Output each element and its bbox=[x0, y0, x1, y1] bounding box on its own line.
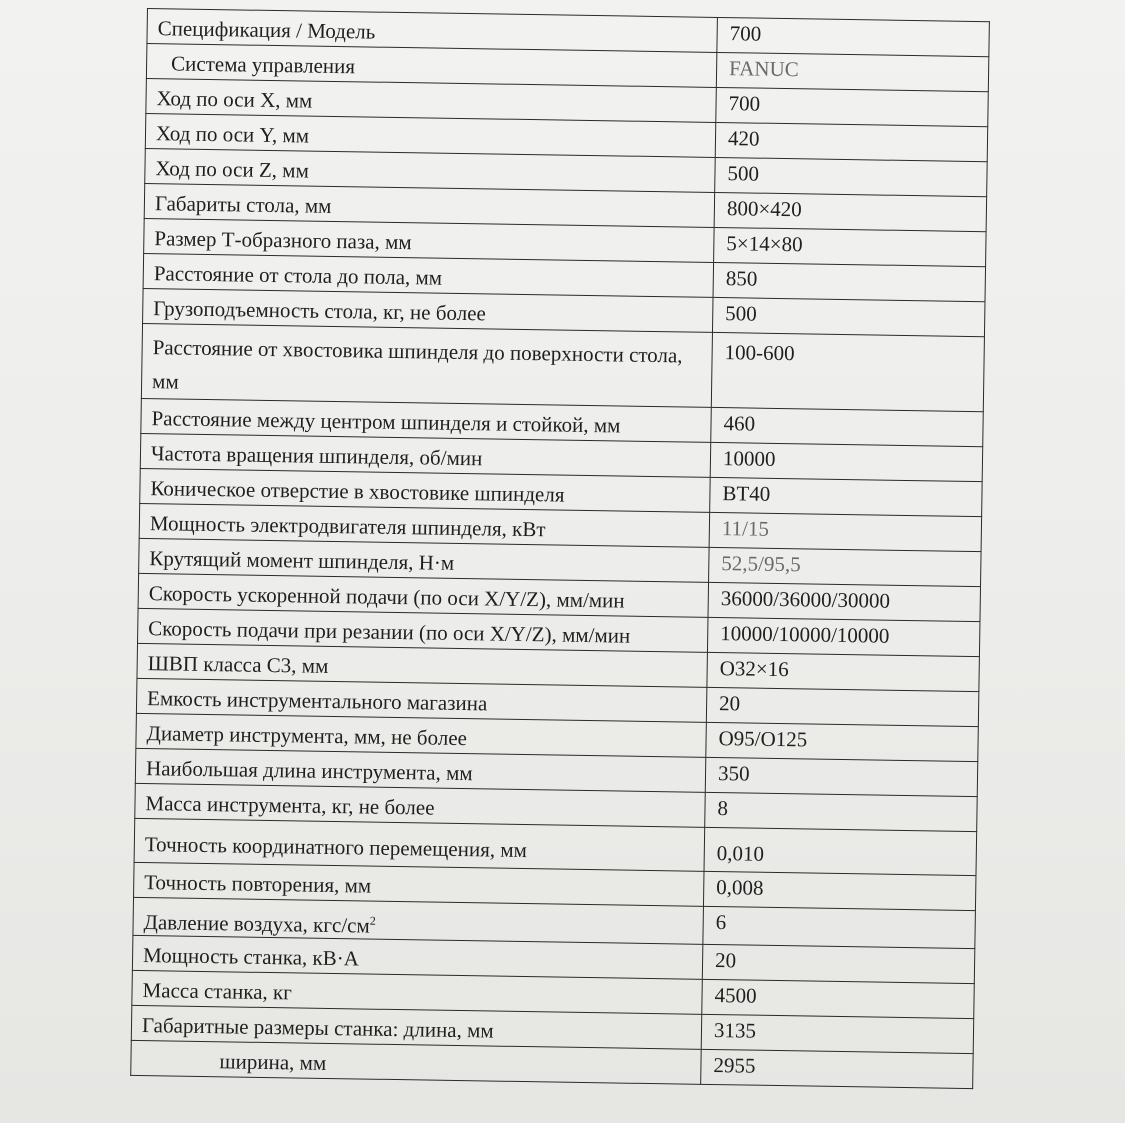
value-cell: 700 bbox=[717, 17, 990, 56]
value-cell: 10000 bbox=[710, 442, 983, 481]
value-cell: 20 bbox=[702, 944, 975, 983]
param-cell: Ход по оси X, мм bbox=[146, 78, 716, 122]
value-cell: FANUC bbox=[716, 52, 989, 91]
value-cell: 11/15 bbox=[709, 512, 982, 551]
value-cell: 5×14×80 bbox=[714, 227, 987, 266]
param-cell: Скорость подачи при резании (по оси X/Y/Z), мм/мин bbox=[138, 608, 708, 652]
param-cell: ШВП класса С3, мм bbox=[137, 643, 707, 687]
param-cell: Расстояние между центром шпинделя и стойкой, мм bbox=[141, 398, 711, 442]
param-cell: Емкость инструментального магазина bbox=[136, 678, 706, 722]
param-cell: Система управления bbox=[146, 44, 716, 88]
param-cell: Расстояние от стола до пола, мм bbox=[143, 253, 713, 297]
value-cell: 10000/10000/10000 bbox=[707, 617, 980, 656]
value-cell: 460 bbox=[711, 407, 984, 446]
param-cell: Габаритные размеры станка: длина, мм bbox=[131, 1005, 701, 1049]
value-cell: 500 bbox=[715, 157, 988, 196]
value-cell: 800×420 bbox=[714, 192, 987, 231]
param-text: Давление воздуха, кгс/см bbox=[143, 910, 370, 938]
value-cell: O32×16 bbox=[707, 652, 980, 691]
param-cell: Точность координатного перемещения, мм bbox=[134, 818, 705, 871]
param-cell: Коническое отверстие в хвостовике шпинделя bbox=[140, 468, 710, 512]
value-cell: 6 bbox=[703, 906, 976, 948]
table-row bbox=[141, 323, 984, 411]
value-cell: 36000/36000/30000 bbox=[708, 582, 981, 621]
param-cell: Масса инструмента, кг, не более bbox=[135, 783, 705, 827]
value-cell: 4500 bbox=[702, 979, 975, 1018]
param-cell: Габариты стола, мм bbox=[144, 183, 714, 227]
value-cell: 0,010 bbox=[704, 827, 977, 875]
param-cell: ширина, мм bbox=[131, 1040, 701, 1084]
spec-sheet bbox=[130, 8, 989, 1089]
value-cell: 350 bbox=[705, 757, 978, 796]
value-cell: 700 bbox=[716, 87, 989, 126]
param-cell: Мощность электродвигателя шпинделя, кВт bbox=[139, 503, 709, 547]
param-cell: Диаметр инструмента, мм, не более bbox=[136, 713, 706, 757]
param-cell: Скорость ускоренной подачи (по оси X/Y/Z), мм/мин bbox=[138, 573, 708, 617]
value-cell: O95/O125 bbox=[706, 722, 979, 761]
value-cell: 0,008 bbox=[703, 871, 976, 910]
param-cell: Ход по оси Z, мм bbox=[145, 148, 715, 192]
value-cell: 3135 bbox=[701, 1014, 974, 1053]
param-cell: Крутящий момент шпинделя, Н·м bbox=[139, 538, 709, 582]
superscript: 2 bbox=[369, 913, 376, 928]
value-cell: BT40 bbox=[710, 477, 983, 516]
param-cell: Наибольшая длина инструмента, мм bbox=[135, 748, 705, 792]
param-cell: Мощность станка, кВ·А bbox=[132, 935, 702, 979]
param-cell: Точность повторения, мм bbox=[134, 862, 704, 906]
param-cell: Размер Т-образного паза, мм bbox=[144, 218, 714, 262]
param-cell: Спецификация / Модель bbox=[147, 9, 717, 53]
param-cell: Расстояние от хвостовика шпинделя до поверхности стола, мм bbox=[141, 323, 712, 407]
specification-table bbox=[130, 8, 990, 1089]
param-cell: Ход по оси Y, мм bbox=[145, 113, 715, 157]
param-cell: Частота вращения шпинделя, об/мин bbox=[140, 433, 710, 477]
value-cell: 52,5/95,5 bbox=[709, 547, 982, 586]
value-cell: 8 bbox=[705, 792, 978, 831]
param-cell: Масса станка, кг bbox=[132, 970, 702, 1014]
param-cell: Грузоподъемность стола, кг, не более bbox=[143, 288, 713, 332]
value-cell: 420 bbox=[715, 122, 988, 161]
value-cell: 100-600 bbox=[711, 332, 984, 411]
value-cell: 20 bbox=[706, 687, 979, 726]
value-cell: 2955 bbox=[701, 1049, 974, 1088]
value-cell: 850 bbox=[713, 262, 986, 301]
value-cell: 500 bbox=[712, 297, 985, 336]
